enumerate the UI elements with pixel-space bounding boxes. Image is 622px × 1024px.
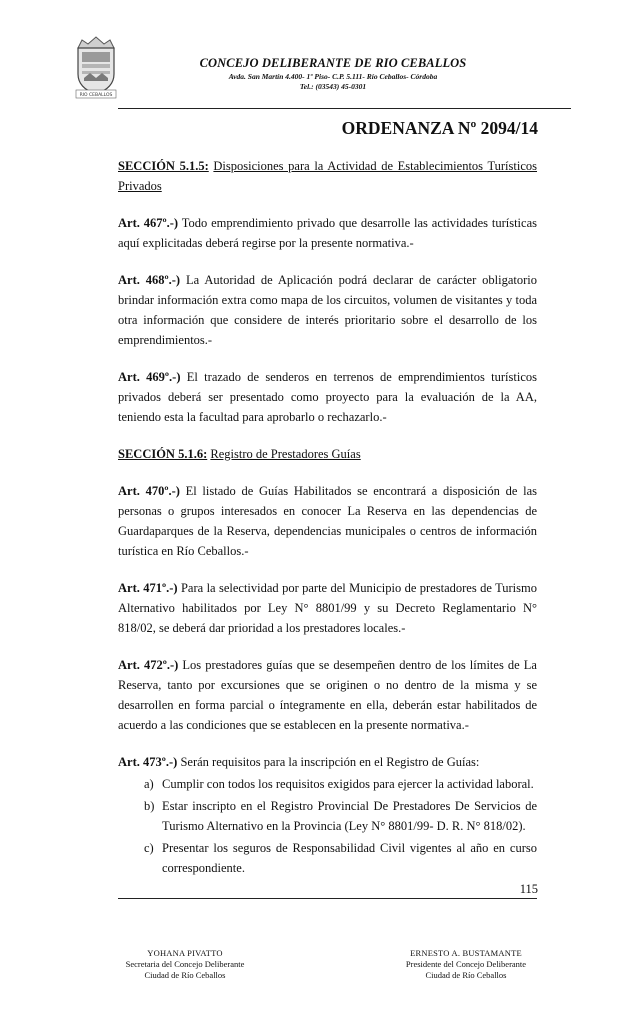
ordinance-title: ORDENANZA Nº 2094/14 <box>341 118 538 138</box>
article-text: El trazado de senderos en terrenos de emprendimientos turísticos privados deberá ser presentado como proyecto para la evaluación de la AA, teniendo esta la facultad para aprobarlo o rechazarlo.- <box>118 370 537 424</box>
signatory-name: YOHANA PIVATTO <box>147 948 223 958</box>
signatory-role: Presidente del Concejo Deliberante <box>405 959 527 969</box>
list-item-text: Estar inscripto en el Registro Provincial De Prestadores De Servicios de Turismo Alternativo en la Provincia (Ley N° 8801/99- D. R. N° 818/02). <box>162 799 537 833</box>
list-item-letter: a) <box>144 777 154 791</box>
list-item <box>144 774 537 794</box>
footer-divider <box>118 898 537 899</box>
document-body <box>118 156 537 880</box>
signatory-name: ERNESTO A. BUSTAMANTE <box>410 948 522 958</box>
signatory-place: Ciudad de Río Ceballos <box>425 970 507 980</box>
list-item <box>144 838 537 878</box>
section-title: Disposiciones para la Actividad de Establecimientos Turísticos Privados <box>118 159 538 193</box>
header-divider <box>118 108 571 109</box>
article-471 <box>118 578 537 638</box>
section-heading <box>118 156 537 196</box>
signatory-role: Secretaria del Concejo Deliberante <box>125 959 245 969</box>
municipal-seal-logo <box>72 34 120 100</box>
article-text: Todo emprendimiento privado que desarrolle las actividades turísticas aquí explicitadas deberá regirse por la presente normativa.- <box>118 216 537 250</box>
section-label: SECCIÓN 5.1.6: <box>118 447 208 461</box>
article-text: Serán requisitos para la inscripción en el Registro de Guías: <box>180 755 480 769</box>
article-473 <box>118 752 537 772</box>
list-item <box>144 796 537 836</box>
article-label: Art. 473º.-) <box>118 755 178 769</box>
svg-text:RIO CEBALLOS: RIO CEBALLOS <box>79 93 113 98</box>
article-text: Para la selectividad por parte del Municipio de prestadores de Turismo Alternativo habilitados por Ley N° 8801/99 y su Decreto Reglamentario N° 818/02, se deberá dar prioridad a los prestadores locales.- <box>118 581 537 635</box>
article-470 <box>118 481 537 561</box>
article-label: Art. 467º.-) <box>118 216 179 230</box>
article-text: La Autoridad de Aplicación podrá declarar de carácter obligatorio brindar información extra como mapa de los circuitos, volumen de visitantes y toda otra información que considere de interés prioritario sobre el desarrollo de los emprendimientos.- <box>118 273 537 347</box>
list-item-text: Presentar los seguros de Responsabilidad Civil vigentes al año en curso correspondiente. <box>162 841 537 875</box>
article-472 <box>118 655 537 735</box>
page-number: 115 <box>519 882 538 896</box>
list-item-letter: b) <box>144 799 155 813</box>
article-468 <box>118 270 537 350</box>
article-label: Art. 471º.-) <box>118 581 178 595</box>
signature-block-secretary <box>95 948 275 981</box>
article-label: Art. 470º.-) <box>118 484 180 498</box>
article-text: Los prestadores guías que se desempeñen dentro de los límites de La Reserva, tanto por excursiones que se originen o no dentro de la misma y se desarrollen en forma parcial o íntegramente en ella, deberán estar habilitados de acuerdo a las condiciones que se establecen en la presente normativa.- <box>118 658 537 732</box>
council-phone: Tel.: (03543) 45-0301 <box>299 82 367 91</box>
list-item-letter: c) <box>144 841 154 855</box>
article-467 <box>118 213 537 253</box>
signatory-place: Ciudad de Río Ceballos <box>144 970 226 980</box>
section-heading <box>118 444 537 464</box>
article-label: Art. 468º.-) <box>118 273 181 287</box>
council-address: Avda. San Martín 4.400- 1º Piso- C.P. 5.111- Río Ceballos- Córdoba <box>228 72 438 81</box>
council-name: CONCEJO DELIBERANTE DE RIO CEBALLOS <box>199 56 467 70</box>
signature-block-president <box>376 948 556 981</box>
article-label: Art. 472º.-) <box>118 658 179 672</box>
section-title: Registro de Prestadores Guías <box>210 447 361 461</box>
article-label: Art. 469º.-) <box>118 370 181 384</box>
list-item-text: Cumplir con todos los requisitos exigidos para ejercer la actividad laboral. <box>162 777 534 791</box>
article-469 <box>118 367 537 427</box>
section-label: SECCIÓN 5.1.5: <box>118 159 209 173</box>
article-text: El listado de Guías Habilitados se encontrará a disposición de las personas o grupos interesados en conocer La Reserva en las dependencias de Guardaparques de la Reserva, dependencias municipales o centros de información turística en Río Ceballos.- <box>118 484 537 558</box>
